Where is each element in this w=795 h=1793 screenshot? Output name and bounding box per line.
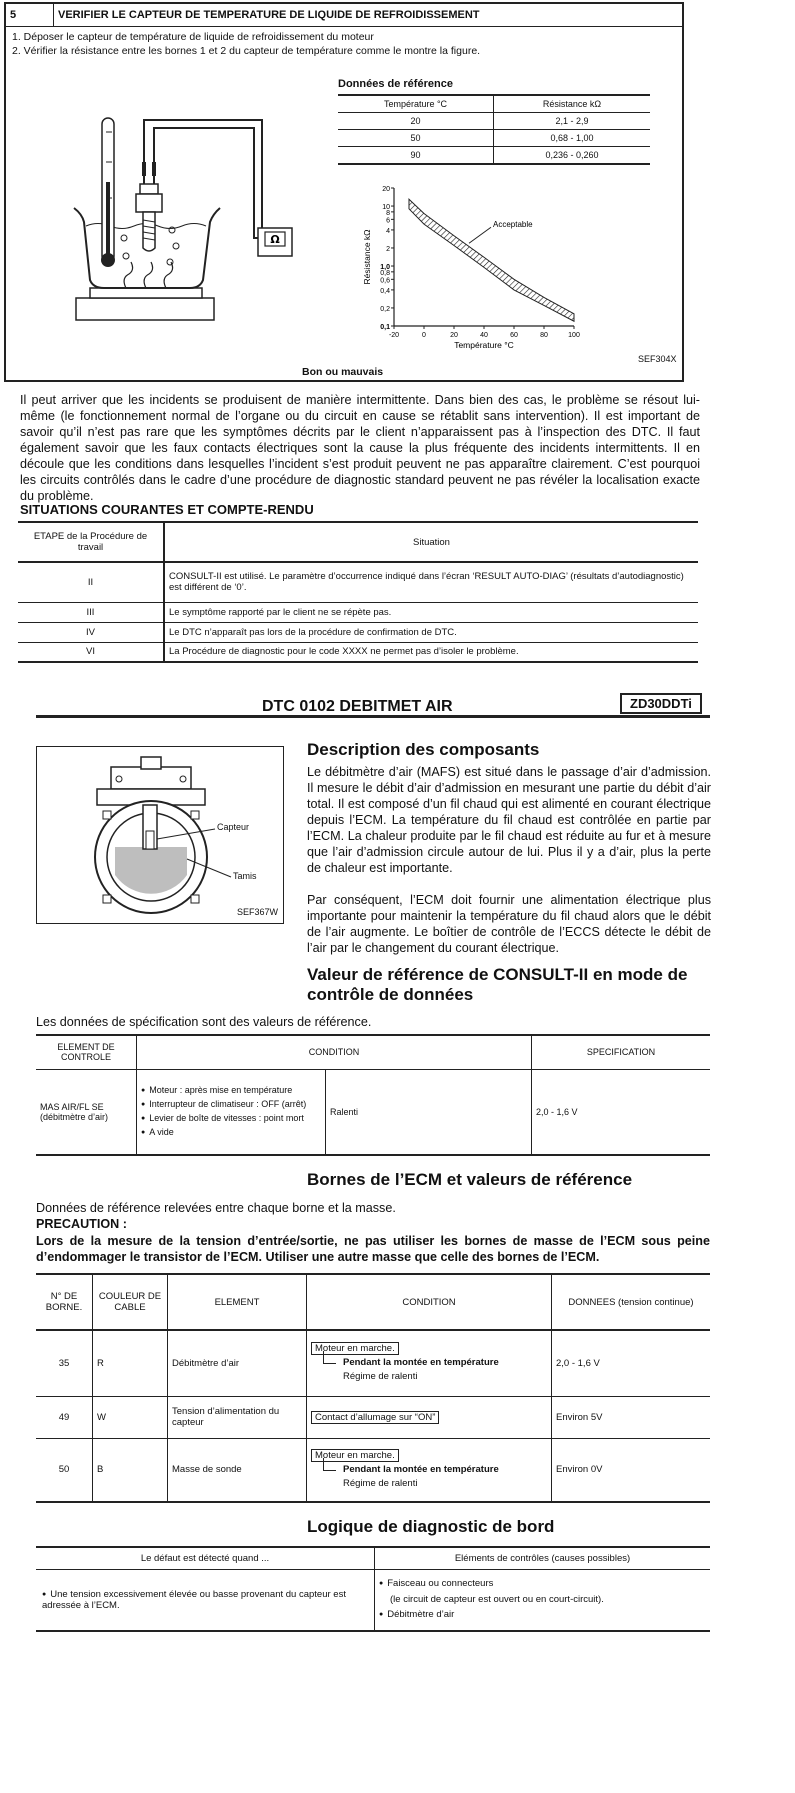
ecm-intro: Données de référence relevées entre chaque borne et la masse. — [36, 1201, 396, 1215]
precaution-title: PRECAUTION : — [36, 1217, 127, 1231]
table-row: VI La Procédure de diagnostic pour le code XXXX ne permet pas d’isoler le problème. — [18, 642, 698, 662]
situations-heading: SITUATIONS COURANTES ET COMPTE-RENDU — [20, 502, 314, 517]
table-row: 50 B Masse de sonde Moteur en marche. Pendant la montée en température Régime de ralenti Environ 0V — [36, 1438, 710, 1502]
ecm-header-element: ELEMENT — [168, 1274, 307, 1330]
consult-spec: 2,0 - 1,6 V — [536, 1106, 578, 1117]
table-row: ● Une tension excessivement élevée ou basse provenant du capteur est adressée à l’ECM. ● Faisceau ou connecteurs (le circuit de capteur est ouvert ou en court-circuit). ● Débitmètre d’air — [36, 1569, 710, 1631]
resistance-chart — [364, 182, 614, 360]
table-row: II CONSULT-II est utilisé. Le paramètre d’occurrence indiqué dans l’écran ‘RESULT AUTO-DIAG’ (résultats d’autodiagnostic) est différent de ‘0’. — [18, 562, 698, 602]
table-row: III Le symptôme rapporté par le client ne se répète pas. — [18, 602, 698, 622]
ecm-table — [36, 1273, 710, 1503]
logic-table — [36, 1546, 710, 1632]
y-tick-label: 2 — [386, 245, 390, 253]
consult-table — [36, 1034, 710, 1156]
y-tick-label: 20 — [382, 186, 390, 193]
ref-header-temp: Température °C — [338, 95, 494, 113]
acceptable-band — [409, 199, 574, 321]
consult-header-condition: CONDITION — [137, 1035, 532, 1069]
thermometer-bath-illustration — [66, 112, 336, 328]
table-row: 90 0,236 - 0,260 — [338, 147, 650, 165]
ecm-header-data: DONNEES (tension continue) — [552, 1274, 711, 1330]
x-tick-label: 60 — [510, 332, 518, 339]
description-heading: Description des composants — [307, 740, 540, 759]
step-number: 5 — [10, 9, 17, 21]
step-header — [6, 4, 682, 27]
x-tick-label: 80 — [540, 332, 548, 339]
consult-state: Ralenti — [326, 1069, 532, 1155]
consult-element: MAS AIR/FL SE (débitmètre d’air) — [36, 1069, 137, 1155]
table-row — [36, 1069, 710, 1155]
y-tick-label: 10 — [382, 204, 390, 212]
y-tick-label: 0,1 — [380, 324, 390, 331]
table-row: 35 R Débitmètre d’air Moteur en marche. Pendant la montée en température Régime de ralenti 2,0 - 1,6 V — [36, 1330, 710, 1396]
y-tick-label: 0,4 — [380, 287, 390, 295]
ecm-heading: Bornes de l’ECM et valeurs de référence — [307, 1170, 633, 1189]
step-line-2: 2. Vérifier la résistance entre les bornes 1 et 2 du capteur de température comme le montre la figure. — [12, 45, 481, 57]
annotation-leader — [469, 227, 491, 243]
condition-box: Moteur en marche. — [311, 1449, 399, 1462]
maf-label-screen: Tamis — [233, 871, 257, 881]
consult-header-element: ELEMENT DE CONTROLE — [36, 1035, 137, 1069]
x-tick-label: 20 — [450, 332, 458, 339]
table-row: 20 2,1 - 2,9 — [338, 113, 650, 130]
condition-box: Contact d’allumage sur “ON” — [311, 1411, 439, 1424]
ecm-header-condition: CONDITION — [307, 1274, 552, 1330]
maf-figure — [36, 746, 284, 924]
logic-detection: ● Une tension excessivement élevée ou basse provenant du capteur est adressée à l’ECM. — [42, 1589, 370, 1611]
dtc-title: DTC 0102 DEBITMET AIR — [262, 698, 453, 715]
consult-heading: Valeur de référence de CONSULT-II en mode de contrôle de données — [307, 965, 688, 1004]
maf-label-sensor: Capteur — [217, 822, 250, 832]
situations-header-step: ETAPE de la Procédure de travail — [18, 522, 164, 562]
table-row: IV Le DTC n’apparaît pas lors de la procédure de confirmation de DTC. — [18, 622, 698, 642]
annotation-label: Acceptable — [493, 220, 533, 230]
ecm-header-num: N° DE BORNE. — [36, 1274, 93, 1330]
consult-header-spec: SPECIFICATION — [532, 1035, 711, 1069]
x-axis-label: Température °C — [454, 340, 514, 350]
y-tick-label: 1,0 — [380, 264, 390, 272]
description-paragraph-1: Le débitmètre d’air (MAFS) est situé dans le passage d’air d’admission. Il mesure le débit d’air d’admission en mesurant une partie du débit d’air total. Il est composé d’un fil chaud qui est alimenté en courant électrique depuis l’ECM. La température du fil chaud est contrôlée en partie par l’ECM. La chaleur produite par le fil chaud est réduite au fur et à mesure que l’air d’admission circule autour de lui. Plus il y a d’air, plus la perte de chaleur est importante. — [307, 765, 711, 875]
situations-table — [18, 521, 698, 663]
intro-paragraph: Il peut arriver que les incidents se produisent de manière intermittente. Dans bien des cas, le problème se résout lui-même (le fonctionnement normal de l’organe ou du circuit en cause se rétablit sans intervention). Il est important de savoir qu’il n’est pas rare que les symptômes décrits par le client n’apparaissent pas à l’inspection des DTC. Il faut également savoir que les faux contacts électriques sont la cause la plus fréquente des incidents intermittents. Il en découle que les conditions dans lesquelles l’incident s’est produit peuvent ne pas apparaître clairement. C’est pourquoi les circuits contrôlés dans le cadre d’une procédure de diagnostic standard peuvent ne pas révéler la localisation exacte du problème. — [20, 393, 700, 503]
step-box — [4, 2, 684, 382]
dtc-divider — [36, 715, 710, 718]
step-line-1: 1. Déposer le capteur de température de liquide de refroidissement du moteur — [12, 31, 374, 43]
ecm-header-color: COULEUR DE CABLE — [93, 1274, 168, 1330]
situations-header-situation: Situation — [164, 522, 698, 562]
y-tick-label: 6 — [386, 217, 390, 225]
ref-title: Données de référence — [338, 78, 453, 90]
y-axis-label: Résistance kΩ — [362, 229, 372, 285]
figure-code: SEF304X — [638, 354, 677, 364]
x-tick-label: -20 — [388, 332, 400, 339]
reference-table — [338, 94, 650, 165]
consult-conditions: ● Moteur : après mise en température ● Interrupteur de climatiseur : OFF (arrêt) ● Levier de boîte de vitesses : point mort ● A vide — [137, 1069, 326, 1155]
description-paragraph-2: Par conséquent, l’ECM doit fournir une alimentation électrique plus importante pour maintenir la température du fil chaud alors que le débit de l’air augmente. Le boîtier de contrôle de l’ECCS détecte le débit de l’air par le changement du courant électrique. — [307, 893, 711, 955]
maf-sensor-illustration — [37, 747, 283, 923]
engine-code-badge: ZD30DDTi — [620, 693, 702, 714]
logic-header-left: Le défaut est détecté quand ... — [36, 1547, 375, 1569]
logic-header-right: Eléments de contrôles (causes possibles) — [375, 1547, 711, 1569]
condition-box: Moteur en marche. — [311, 1342, 399, 1355]
step-title: VERIFIER LE CAPTEUR DE TEMPERATURE DE LIQUIDE DE REFROIDISSEMENT — [58, 9, 480, 21]
precaution-text: Lors de la mesure de la tension d’entrée/sortie, ne pas utiliser les bornes de masse de l’ECM sous peine d’endommager le transistor de l’ECM. Utiliser une autre masse que celle des bornes de l’ECM. — [36, 1234, 710, 1264]
y-tick-label: 0,2 — [380, 305, 390, 313]
y-tick-label: 4 — [386, 227, 390, 235]
result-label: Bon ou mauvais — [302, 366, 384, 378]
x-tick-label: 0 — [422, 332, 426, 339]
x-tick-label: 40 — [480, 332, 488, 339]
y-tick-label: 0,6 — [380, 277, 390, 285]
x-tick-label: 100 — [568, 332, 580, 339]
ref-header-res: Résistance kΩ — [494, 95, 651, 113]
table-row: 49 W Tension d’alimentation du capteur Contact d’allumage sur “ON” Environ 5V — [36, 1396, 710, 1438]
y-tick-label: 0,8 — [380, 269, 390, 277]
table-row: 50 0,68 - 1,00 — [338, 130, 650, 147]
logic-heading: Logique de diagnostic de bord — [307, 1517, 555, 1536]
ohm-icon: Ω — [270, 233, 280, 246]
maf-figure-code: SEF367W — [237, 907, 279, 917]
y-tick-label: 8 — [386, 209, 390, 217]
consult-intro: Les données de spécification sont des valeurs de référence. — [36, 1015, 372, 1029]
